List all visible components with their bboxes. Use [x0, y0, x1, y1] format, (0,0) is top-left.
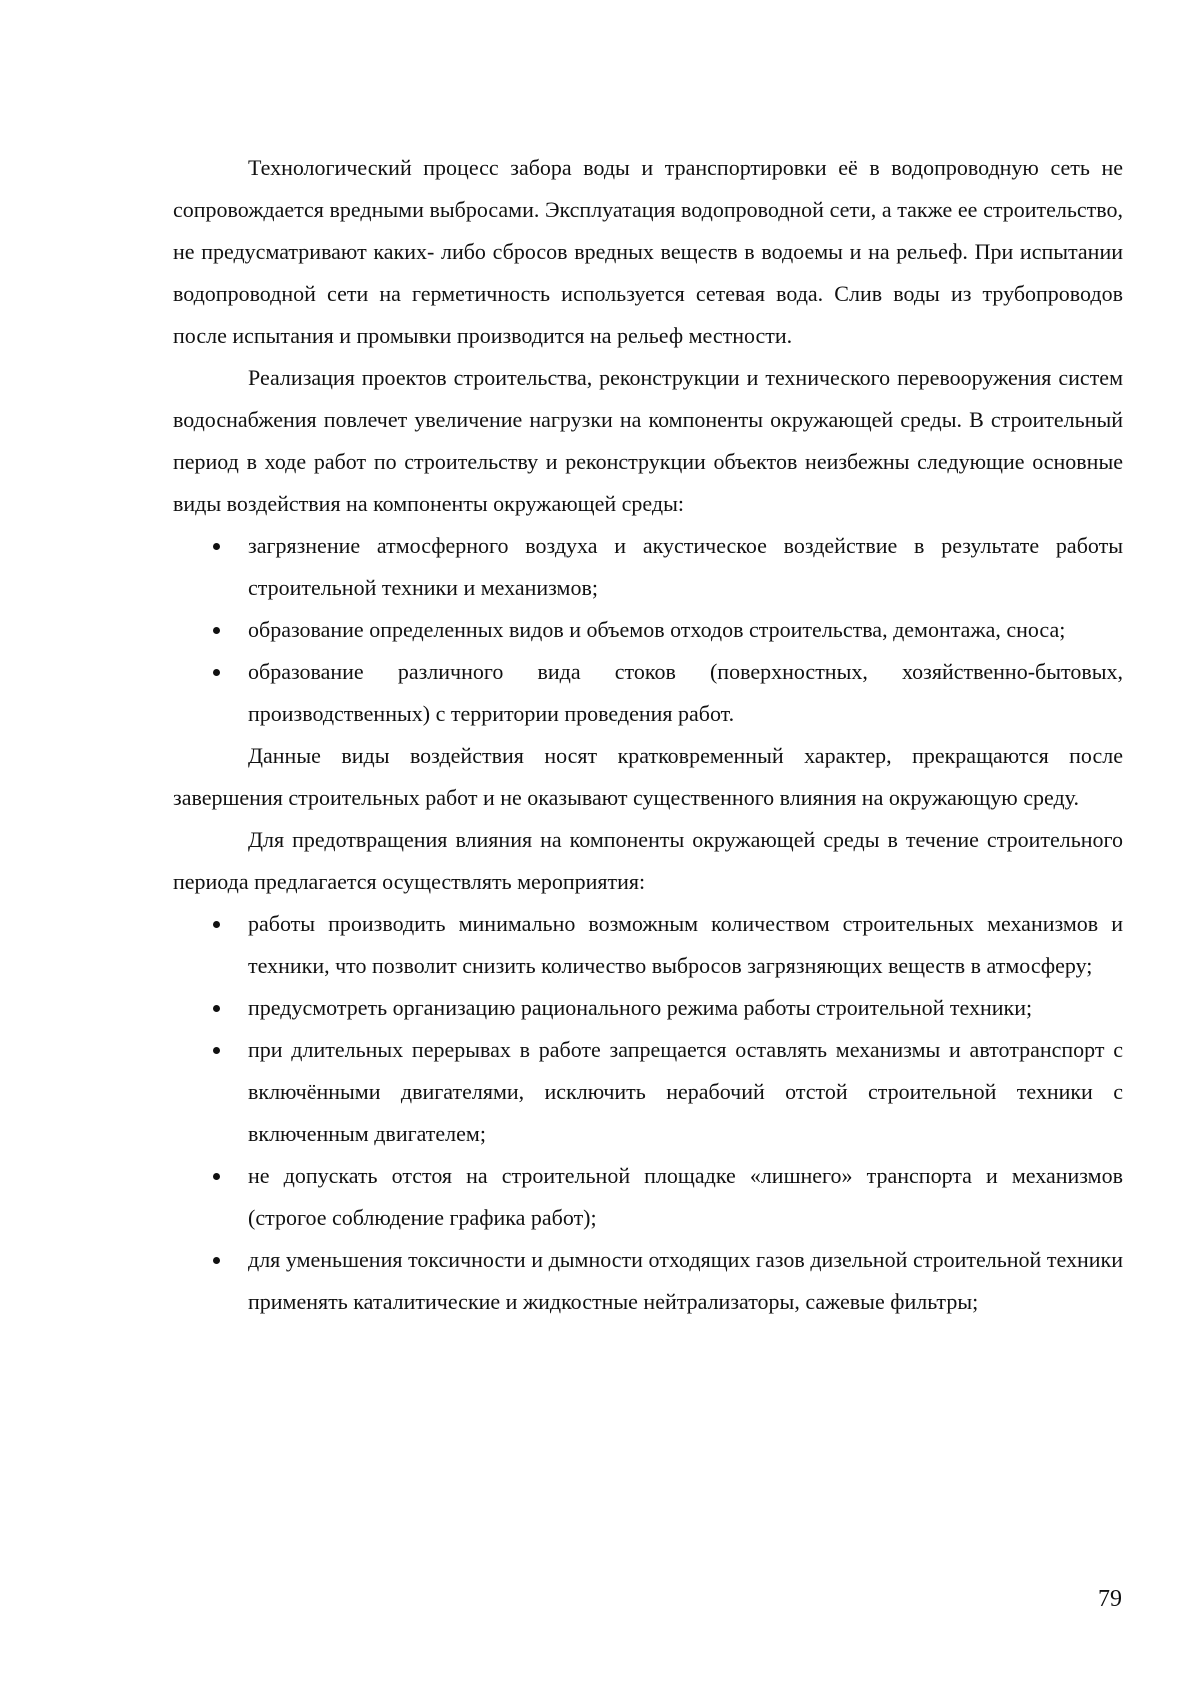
document-body [173, 147, 1123, 1323]
paragraph: Реализация проектов строительства, реконструкции и технического перевооружения систем водоснабжения повлечет увеличение нагрузки на компоненты окружающей среды. В строительный период в ходе работ по строительству и реконструкции объектов неизбежны следующие основные виды воздействия на компоненты окружающей среды: [173, 365, 1123, 516]
measures-list [173, 903, 1123, 1323]
list-item-text: образование различного вида стоков (поверхностных, хозяйственно-бытовых, производственных) с территории проведения работ. [248, 659, 1123, 726]
page-number: 79 [1098, 1586, 1122, 1612]
bullet-icon [213, 543, 220, 550]
bullet-icon [213, 627, 220, 634]
list-item [173, 609, 1123, 651]
list-item [173, 1029, 1123, 1155]
bullet-icon [213, 1047, 220, 1054]
list-item [173, 525, 1123, 609]
bullet-icon [213, 921, 220, 928]
list-item [173, 987, 1123, 1029]
impacts-list [173, 525, 1123, 735]
list-item-text: предусмотреть организацию рационального режима работы строительной техники; [248, 995, 1033, 1020]
paragraph: Данные виды воздействия носят кратковременный характер, прекращаются после завершения строительных работ и не оказывают существенного влияния на окружающую среду. [173, 743, 1123, 810]
bullet-icon [213, 1257, 220, 1264]
list-item [173, 903, 1123, 987]
list-item [173, 1155, 1123, 1239]
paragraph: Технологический процесс забора воды и транспортировки её в водопроводную сеть не сопровождается вредными выбросами. Эксплуатация водопроводной сети, а также ее строительство, не предусматривают каких- либо сбросов вредных веществ в водоемы и на рельеф. При испытании водопроводной сети на герметичность используется сетевая вода. Слив воды из трубопроводов после испытания и промывки производится на рельеф местности. [173, 155, 1123, 348]
list-item [173, 651, 1123, 735]
bullet-icon [213, 669, 220, 676]
list-item-text: загрязнение атмосферного воздуха и акустическое воздействие в результате работы строительной техники и механизмов; [248, 533, 1123, 600]
paragraph: Для предотвращения влияния на компоненты окружающей среды в течение строительного периода предлагается осуществлять мероприятия: [173, 827, 1123, 894]
list-item-text: образование определенных видов и объемов отходов строительства, демонтажа, сноса; [248, 617, 1066, 642]
list-item-text: для уменьшения токсичности и дымности отходящих газов дизельной строительной техники применять каталитические и жидкостные нейтрализаторы, сажевые фильтры; [248, 1247, 1123, 1314]
bullet-icon [213, 1005, 220, 1012]
bullet-icon [213, 1173, 220, 1180]
list-item-text: работы производить минимально возможным количеством строительных механизмов и техники, что позволит снизить количество выбросов загрязняющих веществ в атмосферу; [248, 911, 1123, 978]
list-item-text: не допускать отстоя на строительной площадке «лишнего» транспорта и механизмов (строгое соблюдение графика работ); [248, 1163, 1123, 1230]
list-item [173, 1239, 1123, 1323]
list-item-text: при длительных перерывах в работе запрещается оставлять механизмы и автотранспорт с включёнными двигателями, исключить нерабочий отстой строительной техники с включенным двигателем; [248, 1037, 1123, 1146]
